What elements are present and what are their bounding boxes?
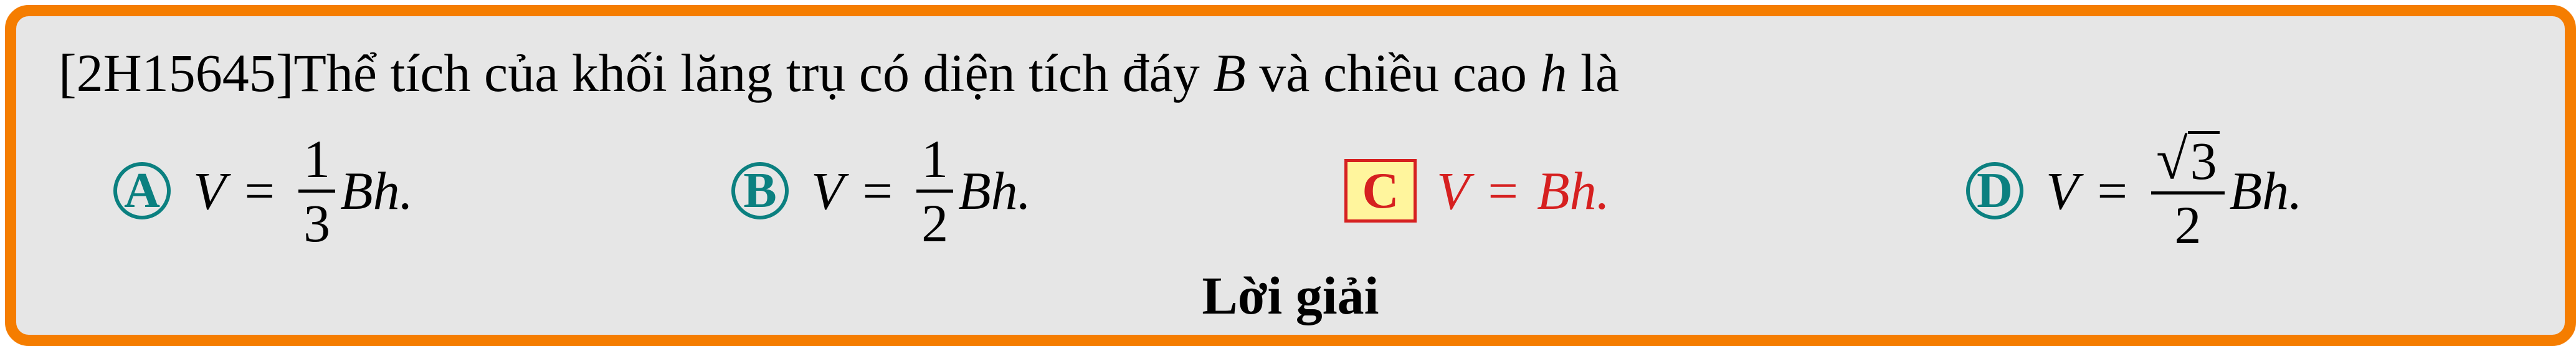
option-a-denominator: 3 (303, 193, 331, 253)
option-a-numerator: 1 (303, 128, 331, 189)
question-text (59, 43, 1620, 103)
option-a-lhs: V (193, 161, 226, 221)
option-c-equals: = (1488, 161, 1519, 221)
option-c-badge[interactable]: C (1344, 159, 1417, 223)
question-card (5, 5, 2576, 346)
option-d-denominator: 2 (2174, 195, 2202, 255)
option-c[interactable] (1344, 122, 1610, 259)
option-d-equals: = (2097, 161, 2128, 221)
option-d-formula (2046, 127, 2303, 256)
question-code: [2H15645] (59, 43, 294, 103)
option-b[interactable] (731, 122, 1031, 259)
question-text-part-2: và chiều cao (1245, 43, 1541, 103)
option-b-badge[interactable]: B (731, 162, 789, 219)
option-b-equals: = (862, 161, 893, 221)
option-b-numerator: 1 (921, 128, 949, 189)
option-a-rest: Bh. (340, 161, 414, 221)
option-a-fraction (298, 128, 335, 254)
option-c-formula (1437, 160, 1610, 222)
question-text-part-1: Thể tích của khối lăng trụ có diện tích đáy (293, 43, 1214, 103)
question-var-h: h (1540, 43, 1567, 103)
option-d-badge[interactable]: D (1966, 162, 2023, 219)
option-b-formula (811, 128, 1031, 254)
option-d-radicand: 3 (2188, 131, 2220, 188)
question-text-part-3: là (1567, 43, 1620, 103)
option-a[interactable] (113, 122, 413, 259)
sqrt-icon: √ (2156, 127, 2188, 191)
option-b-fraction (916, 128, 953, 254)
option-a-formula (193, 128, 413, 254)
option-d[interactable] (1966, 122, 2303, 259)
option-b-lhs: V (811, 161, 844, 221)
solution-heading: Lời giải (1202, 266, 1379, 325)
option-d-sqrt (2151, 127, 2225, 191)
option-a-badge[interactable]: A (113, 162, 171, 219)
option-b-rest: Bh. (958, 161, 1032, 221)
option-d-lhs: V (2046, 161, 2079, 221)
option-d-rest: Bh. (2229, 161, 2303, 221)
option-c-lhs: V (1437, 161, 1470, 221)
question-var-b: B (1213, 43, 1246, 103)
option-c-rest: Bh. (1537, 161, 1610, 221)
option-b-denominator: 2 (921, 193, 949, 253)
option-a-equals: = (244, 161, 275, 221)
option-d-fraction (2151, 127, 2225, 256)
